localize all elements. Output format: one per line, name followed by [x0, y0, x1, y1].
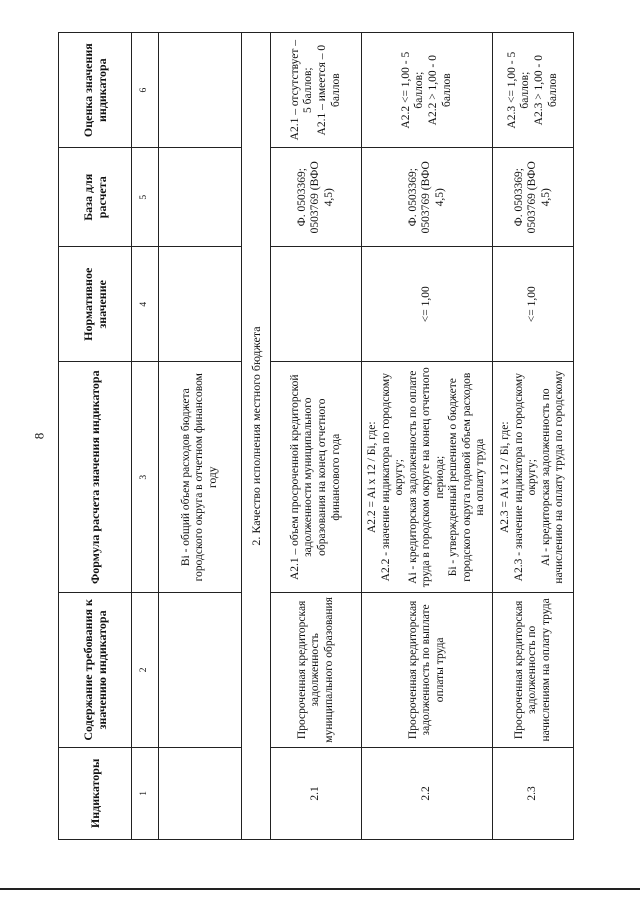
- formula-line: A2.3 = Ai x 12 / Бi, где:: [499, 421, 512, 533]
- score-line: A2.1 – отсутствует – 5 баллов;: [288, 40, 315, 141]
- table-row: [362, 33, 493, 840]
- base-text: Ф. 0503369; 0503769 (ВФО 4,5): [493, 148, 574, 247]
- score-line: A2.2 <= 1,00 - 5 баллов;: [399, 51, 426, 129]
- requirement-text: Просроченная кредиторская задолженность по выплате оплаты труда: [362, 592, 493, 747]
- table-row: [493, 33, 574, 840]
- table-cell: [159, 33, 242, 148]
- header-formula: Формула расчета значения индикатора: [59, 362, 132, 593]
- formula-line: Ai - кредиторская задолженность по начислению на оплату труда по городскому: [539, 370, 566, 584]
- base-text: Ф. 0503369; 0503769 (ВФО 4,5): [271, 148, 362, 247]
- formula-line: A2.2 = Ai x 12 / Бi, где:: [365, 421, 378, 533]
- table-cell: [159, 148, 242, 247]
- norm-value: <= 1,00: [493, 247, 574, 362]
- formula-text: [362, 362, 493, 593]
- page-number: 8: [31, 432, 47, 440]
- indicator-table: [58, 32, 574, 840]
- score-text: [362, 33, 493, 148]
- bottom-rule: [0, 888, 640, 890]
- score-line: A2.1 – имеется – 0 баллов: [316, 44, 342, 136]
- formula-line: Ai - кредиторская задолженность по оплате труда в городском округе на конец отчетного периода;: [406, 367, 446, 588]
- table-cell: [159, 592, 242, 747]
- score-text: [493, 33, 574, 148]
- indicator-id: 2.1: [271, 747, 362, 839]
- header-norm: Нормативное значение: [59, 247, 132, 362]
- column-number: 3: [132, 362, 159, 593]
- formula-text: [493, 362, 574, 593]
- column-number: 6: [132, 33, 159, 148]
- indicator-table-container: [58, 32, 566, 840]
- section-title: 2. Качество исполнения местного бюджета: [242, 33, 271, 840]
- section-row: [242, 33, 271, 840]
- formula-line: A2.3 - значение индикатора по городскому округу;: [512, 373, 539, 582]
- score-line: A2.3 > 1,00 - 0 баллов: [533, 54, 559, 126]
- score-line: A2.3 <= 1,00 - 5 баллов;: [505, 51, 532, 129]
- requirement-text: Просроченная кредиторская задолженность муниципального образования: [271, 592, 362, 747]
- continuation-formula: Bi - общий объем расходов бюджета городского округа в отчетном финансовом году: [159, 362, 242, 593]
- requirement-text: Просроченная кредиторская задолженность по начислениям на оплату труда: [493, 592, 574, 747]
- column-number: 5: [132, 148, 159, 247]
- norm-value: <= 1,00: [362, 247, 493, 362]
- formula-text: A2.1 – объем просроченной кредиторской задолженности муниципального образования на конец отчетного финансового года: [271, 362, 362, 593]
- column-number: 4: [132, 247, 159, 362]
- continuation-row: [159, 33, 242, 840]
- formula-line: Бi - утвержденный решением о бюджете городского округа годовой объем расходов на оплату труда: [447, 372, 487, 582]
- formula-line: A2.2 - значение индикатора по городскому округу;: [379, 373, 406, 582]
- score-line: A2.2 > 1,00 - 0 баллов: [427, 54, 453, 126]
- norm-value: [271, 247, 362, 362]
- table-cell: [159, 247, 242, 362]
- header-requirement: Содержание требования к значению индикатора: [59, 592, 132, 747]
- table-cell: [159, 747, 242, 839]
- table-row: [271, 33, 362, 840]
- column-number: 1: [132, 747, 159, 839]
- indicator-id: 2.3: [493, 747, 574, 839]
- column-number: 2: [132, 592, 159, 747]
- header-base: База для расчета: [59, 148, 132, 247]
- header-indicators: Индикаторы: [59, 747, 132, 839]
- base-text: Ф. 0503369; 0503769 (ВФО 4,5): [362, 148, 493, 247]
- header-score: Оценка значения индикатора: [59, 33, 132, 148]
- header-row: [59, 33, 132, 840]
- column-number-row: [132, 33, 159, 840]
- indicator-id: 2.2: [362, 747, 493, 839]
- score-text: [271, 33, 362, 148]
